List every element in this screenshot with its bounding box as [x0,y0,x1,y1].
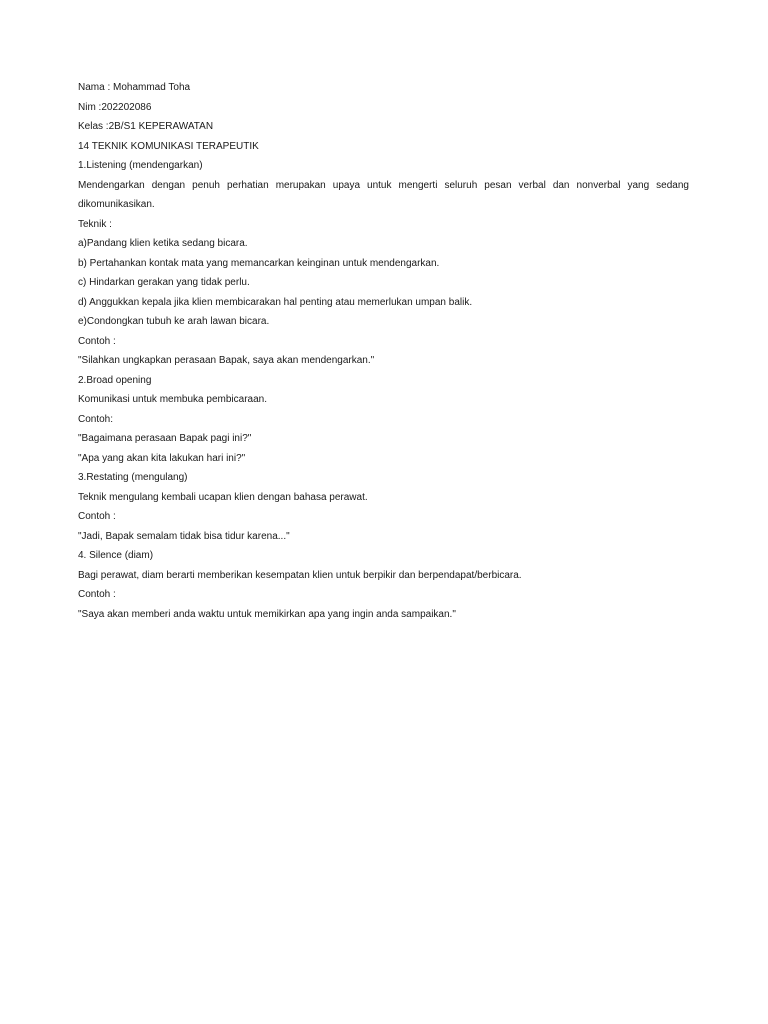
document-title: 14 TEKNIK KOMUNIKASI TERAPEUTIK [78,140,259,152]
section-description: Teknik mengulang kembali ucapan klien dengan bahasa perawat. [78,491,368,503]
section-heading-listening: 1.Listening (mendengarkan) [78,160,203,171]
technique-item-b: b) Pertahankan kontak mata yang memancarkan keinginan untuk mendengarkan. [78,257,440,269]
example-quote: "Apa yang akan kita lakukan hari ini?" [78,452,246,464]
section-heading-broad-opening: 2.Broad opening [78,374,152,386]
example-label: Contoh: [78,413,114,425]
technique-item-c: c) Hindarkan gerakan yang tidak perlu. [78,277,250,288]
student-nim: Nim :202202086 [78,101,152,113]
listening-paragraph: Mendengarkan dengan penuh perhatian merupakan upaya untuk mengerti seluruh pesan verbal dan nonverbal yang sedang dikomunikasikan. [78,179,689,210]
example-label: Contoh : [78,589,116,600]
technique-item-a: a)Pandang klien ketika sedang bicara. [78,238,248,249]
example-label: Contoh : [78,335,116,347]
student-name: Nama : Mohammad Toha [78,82,191,93]
example-quote: "Jadi, Bapak semalam tidak bisa tidur karena..." [78,530,290,542]
example-quote: "Bagaimana perasaan Bapak pagi ini?" [78,433,252,444]
document-body [78,78,689,624]
section-description: Bagi perawat, diam berarti memberikan kesempatan klien untuk berpikir dan berpendapat/berbicara. [78,569,522,581]
section-description: Komunikasi untuk membuka pembicaraan. [78,394,267,405]
example-label: Contoh : [78,511,116,522]
technique-item-e: e)Condongkan tubuh ke arah lawan bicara. [78,316,270,327]
section-heading-silence: 4. Silence (diam) [78,550,154,561]
technique-label: Teknik : [78,218,112,230]
section-heading-restating: 3.Restating (mengulang) [78,472,188,483]
example-quote: "Saya akan memberi anda waktu untuk memikirkan apa yang ingin anda sampaikan." [78,608,456,620]
technique-item-d: d) Anggukkan kepala jika klien membicarakan hal penting atau memerlukan umpan balik. [78,296,473,308]
example-quote: "Silahkan ungkapkan perasaan Bapak, saya akan mendengarkan." [78,355,375,366]
student-class: Kelas :2B/S1 KEPERAWATAN [78,121,214,132]
